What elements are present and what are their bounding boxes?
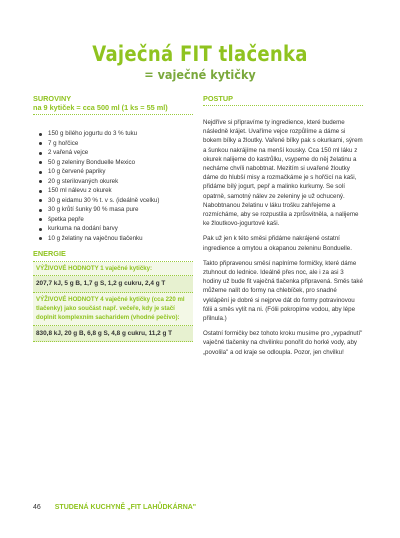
ingredient-item: 30 g eidamu 30 % t. v s. (ideálně vcelku) bbox=[39, 196, 193, 206]
page-footer bbox=[33, 504, 373, 511]
ingredient-item: 2 vařená vejce bbox=[39, 148, 193, 158]
procedure-paragraph: Takto připravenou směsí naplníme formičky, které dáme ztuhnout do lednice. Ideálně přes noc, ale i za asi 3 hodiny už bude fit vaječná tlačenka připravená. Směs také můžeme nalít do formy na chlebíček, pro snadné vyklápění je dobré si nejprve dát do formy potravinovou fólii a směs vylít na ni. (Fólii pokropíme vodou, aby lépe přilnula.) bbox=[203, 259, 363, 323]
ingredient-item: kurkuma na dodání barvy bbox=[39, 224, 193, 234]
ingredient-item: 10 g želatiny na vaječnou tlačenku bbox=[39, 234, 193, 244]
ingredient-item: 50 g zeleniny Bonduelle Mexico bbox=[39, 158, 193, 168]
ingredients-list bbox=[33, 129, 193, 243]
ingredients-yield: na 9 kytiček = cca 500 ml (1 ks = 55 ml) bbox=[33, 103, 168, 112]
ingredient-item: 7 g hořčice bbox=[39, 139, 193, 149]
chapter-name: STUDENÁ KUCHYNĚ „FIT LAHŮDKÁRNA" bbox=[54, 504, 197, 511]
recipe-title: Vaječná FIT tlačenka bbox=[92, 42, 308, 66]
left-column bbox=[33, 94, 193, 342]
ingredient-item: 20 g sterilovaných okurek bbox=[39, 177, 193, 187]
procedure-heading: POSTUP bbox=[203, 94, 363, 106]
ingredient-item: špetka pepře bbox=[39, 215, 193, 225]
ingredient-item: 10 g červené papriky bbox=[39, 167, 193, 177]
energy-heading: ENERGIE bbox=[33, 249, 193, 262]
nutrition-label: VÝŽIVOVÉ HODNOTY 1 vaječné kytičky: bbox=[33, 262, 193, 276]
procedure-paragraph: Ostatní formičky bez tohoto kroku musíme pro „vypadnutí" vaječné tlačenky na chvilinku ponořit do horké vody, aby „povolila" a od kraje se odloupla. Pozor, jen chvilku! bbox=[203, 330, 363, 356]
ingredients-heading: SUROVINY bbox=[33, 94, 72, 103]
nutrition-value: 207,7 kJ, 5 g B, 1,7 g S, 1,2 g cukru, 2,4 g T bbox=[33, 276, 193, 293]
right-column bbox=[203, 94, 363, 363]
ingredient-item: 30 g krůtí šunky 90 % masa pure bbox=[39, 205, 193, 215]
procedure-paragraph: Nejdříve si připravíme ty ingredience, které budeme následně krájet. Uvaříme vejce rozpůlíme a dáme si bokem bílky a žloutky. Vařené bílky pak s okurkami, sýrem a šunkou nakrájíme na menší kousky. Cca 150 ml láku z okurek nalijeme do kastrůlku, vsypeme do něj želatinu a necháme chvíli nabobtnat. Mezitím si uvařené žloutky dáme do hlubší misy a rozmačkáme je s hořčicí na kaši, přidáme bílý jogurt, pepř a malinko kurkumy. Se solí opatrně, samotný nálev ze zeleniny je už ochucený. Nabobtnanou želatinu v láku trošku zahřejeme a rozmícháme, aby se rozpustila a zprůsvitněla, a nalijeme ke žloutkovo-jogurtové kaši. bbox=[203, 119, 363, 228]
page-number: 46 bbox=[33, 504, 41, 511]
ingredient-item: 150 ml nálevu z okurek bbox=[39, 186, 193, 196]
nutrition-label: VÝŽIVOVÉ HODNOTY 4 vaječné kytičky (cca 220 ml tlačenky) jako součást např. večeře, kdy je stačí doplnit komplexním sacharidem (vhodné pečivo): bbox=[33, 293, 193, 326]
nutrition-value: 830,8 kJ, 20 g B, 6,8 g S, 4,8 g cukru, 11,2 g T bbox=[33, 326, 193, 343]
ingredients-heading-block bbox=[33, 94, 193, 115]
recipe-subtitle: = vaječné kytičky bbox=[144, 67, 256, 82]
nutrition-box bbox=[33, 262, 193, 342]
ingredient-item: 150 g bílého jogurtu do 3 % tuku bbox=[39, 129, 193, 139]
procedure-paragraph: Pak už jen k této směsi přidáme nakrájené ostatní ingredience a omytou a okapanou zeleninu Bonduelle. bbox=[203, 235, 352, 252]
